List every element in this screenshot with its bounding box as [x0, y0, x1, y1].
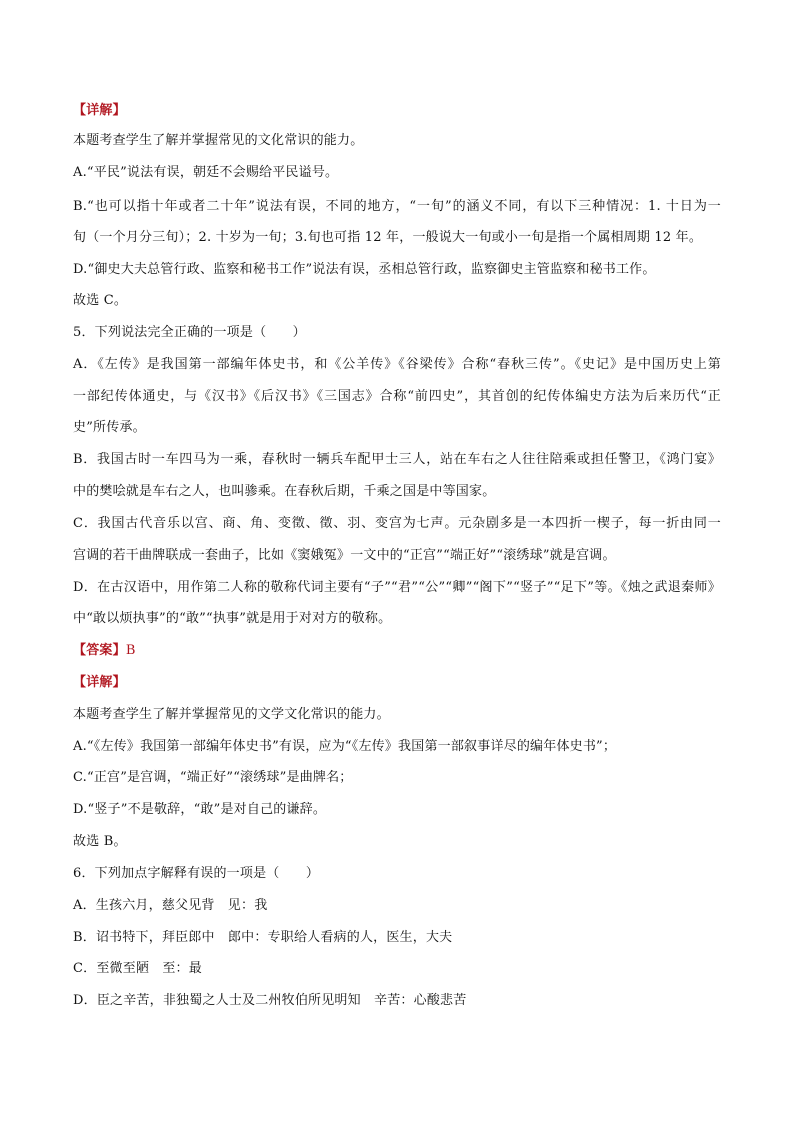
question-5-option-b-line2: 中的樊哙就是车右之人，也叫骖乘。在春秋后期，千乘之国是中等国家。: [73, 484, 496, 499]
question-5-option-d-line2: 中“敢以烦执事”的“敢”“执事”就是用于对对方的敬称。: [73, 611, 392, 626]
analysis-option-b-line2: 旬（一个月分三旬）；2. 十岁为一旬；3.旬也可指 12 年，一般说大一旬或小一旬是指一个属相周期 12 年。: [73, 230, 703, 245]
answer-value: B: [125, 643, 136, 658]
question-5-option-a-line3: 史”所传承。: [73, 420, 146, 435]
question-5-option-c-line2: 宫调的若干曲牌联成一套曲子，比如《窦娥冤》一文中的“正宫”“端正好”“滚绣球”就是宫调。: [73, 548, 616, 563]
analysis-intro: 本题考查学生了解并掌握常见的文化常识的能力。: [73, 133, 364, 148]
analysis2-option-d: D.“竖子”不是敬辞，“敢”是对自己的谦辞。: [73, 802, 327, 817]
question-6-option-b: B．诏书特下，拜臣郎中 郎中：专职给人看病的人，医生，大夫: [73, 930, 453, 945]
analysis2-option-c: C.“正宫”是宫调，“端正好”“滚绣球”是曲牌名；: [73, 770, 353, 785]
analysis-option-d: D.“御史大夫总管行政、监察和秘书工作”说法有误，丞相总管行政，监察御史主管监察和秘书工作。: [73, 262, 656, 277]
analysis-choice: 故选 C。: [73, 293, 128, 308]
analysis2-intro: 本题考查学生了解并掌握常见的文学文化常识的能力。: [73, 707, 390, 722]
question-6-stem: 6．下列加点字解释有误的一项是（ ）: [73, 866, 320, 881]
question-5-option-b-line1: B．我国古时一车四马为一乘，春秋时一辆兵车配甲士三人，站在车右之人往往陪乘或担任警卫，《鸿门宴》: [73, 452, 721, 467]
analysis-option-a: A.“平民”说法有误，朝廷不会赐给平民谥号。: [73, 165, 339, 180]
question-5-stem: 5．下列说法完全正确的一项是（ ）: [73, 325, 306, 340]
question-6-option-a: A．生孩六月，慈父见背 见：我: [73, 898, 268, 913]
analysis2-option-a: A.“《左传》我国第一部编年体史书”有误，应为“《左传》我国第一部叙事详尽的编年体史书”；: [73, 739, 617, 754]
question-5-option-a-line1: A．《左传》是我国第一部编年体史书，和《公羊传》《谷梁传》合称“春秋三传”。《史记》是中国历史上第: [73, 357, 721, 372]
analysis-option-b-line1: B.“也可以指十年或者二十年”说法有误，不同的地方，“一旬”的涵义不同，有以下三种情况：1. 十日为一: [73, 199, 721, 214]
question-6-option-d: D．臣之辛苦，非独蜀之人士及二州牧伯所见明知 辛苦：心酸悲苦: [73, 993, 467, 1008]
question-5-option-c-line1: C．我国古代音乐以宫、商、角、变徵、徵、羽、变宫为七声。元杂剧多是一本四折一楔子，每一折由同一: [73, 516, 721, 531]
question-5-option-a-line2: 一部纪传体通史，与《汉书》《后汉书》《三国志》合称“前四史”，其首创的纪传体编史方法为后来历代“正: [73, 389, 721, 404]
answer-line: [73, 642, 136, 660]
section-heading-analysis-2: 【详解】: [73, 675, 126, 690]
analysis2-choice: 故选 B。: [73, 834, 127, 849]
question-5-option-d-line1: D．在古汉语中，用作第二人称的敬称代词主要有“子”“君”“公”“卿”“阁下”“竖子”“足下”等。《烛之武退秦师》: [73, 580, 721, 595]
section-heading-analysis: 【详解】: [73, 103, 126, 118]
answer-label: 【答案】: [73, 643, 126, 658]
question-6-option-c: C．至微至陋 至：最: [73, 961, 202, 976]
